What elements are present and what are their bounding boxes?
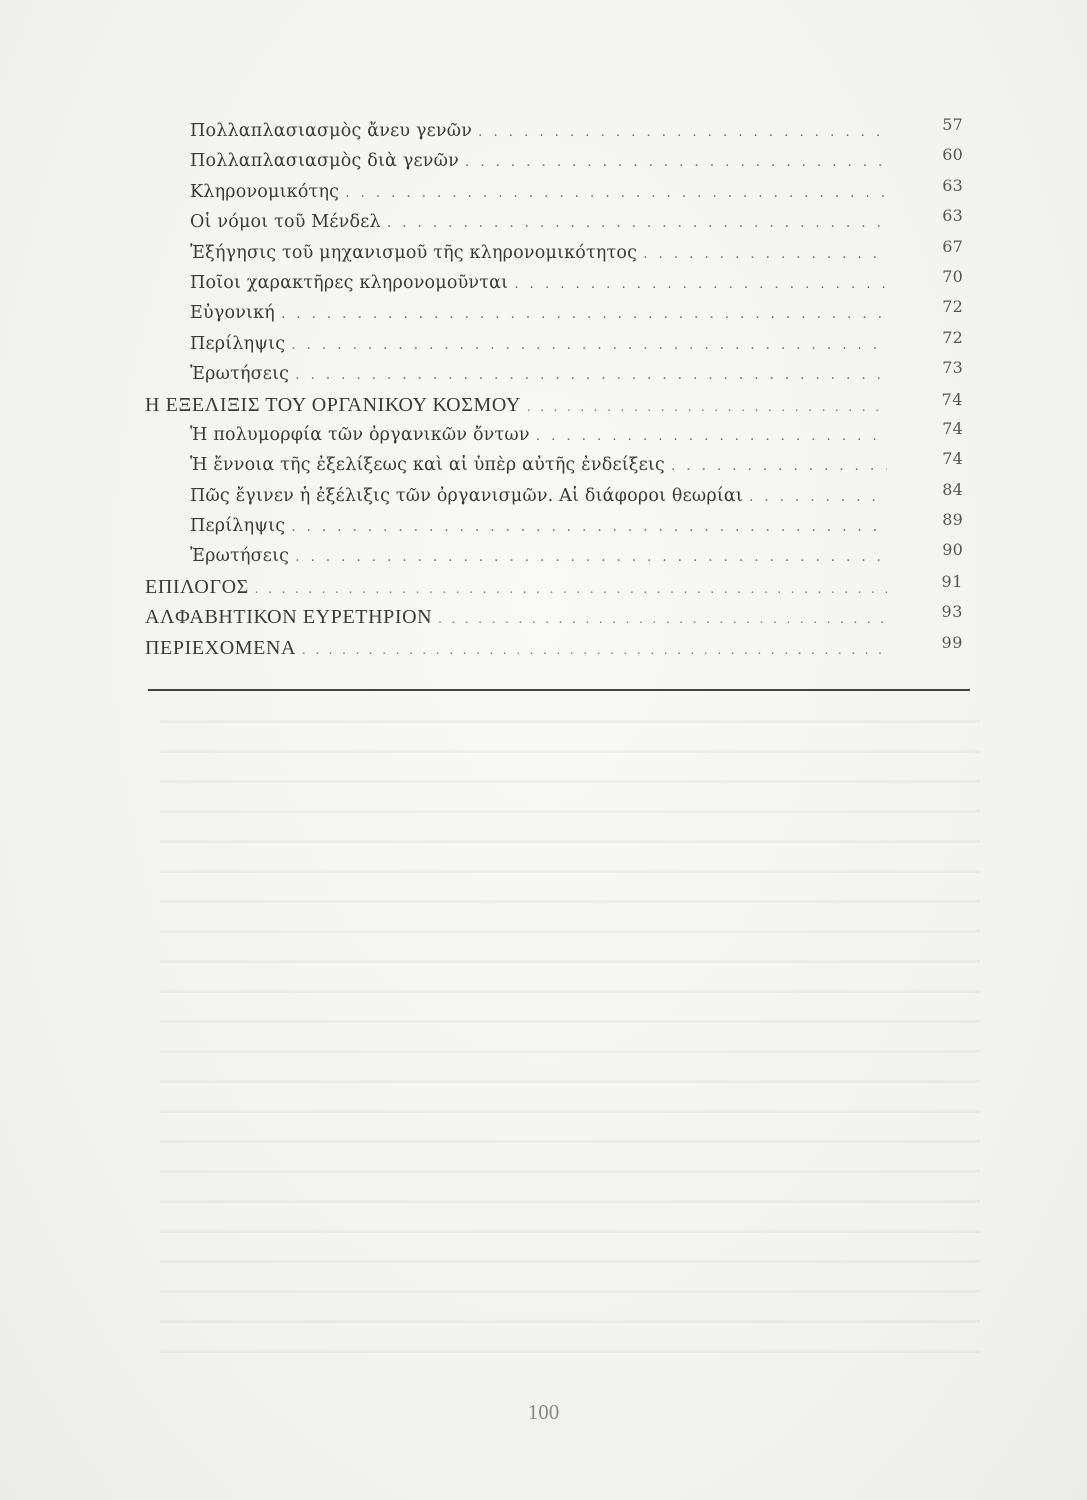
toc-entry-title: Περίληψις — [190, 333, 286, 354]
toc-entry-page: 57 — [942, 115, 963, 134]
dot-leader — [643, 239, 887, 269]
dot-leader — [749, 482, 887, 512]
dot-leader — [345, 178, 887, 208]
toc-entry-page: 72 — [942, 297, 963, 317]
toc-section — [145, 572, 975, 602]
toc-section — [145, 602, 975, 632]
toc-entry-title: Ἡ πολυμορφία τῶν ὀργανικῶν ὄντων — [190, 424, 530, 445]
dot-leader — [281, 299, 887, 329]
toc-entry-page: 60 — [942, 145, 963, 165]
toc-entry-title: Κληρονομικότης — [190, 181, 340, 202]
dot-leader — [295, 360, 887, 390]
toc-entry-title: Ἡ ἔννοια τῆς ἐξελίξεως καὶ αἱ ὑπὲρ αὐτῆς ἐνδείξεις — [190, 455, 665, 476]
toc-entry-page: 99 — [941, 632, 963, 652]
toc-entry-title: Ποῖοι χαρακτῆρες κληρονομοῦνται — [190, 272, 509, 293]
toc-entry — [145, 420, 975, 450]
dot-leader — [255, 575, 887, 605]
toc-entry-page: 63 — [942, 175, 963, 195]
dot-leader — [302, 636, 887, 666]
dot-leader — [478, 117, 887, 147]
toc-entry-page: 90 — [942, 540, 963, 560]
dot-leader — [514, 269, 887, 299]
dot-leader — [295, 542, 887, 572]
dot-leader — [291, 512, 887, 542]
dot-leader — [671, 451, 887, 481]
toc-entry-page: 93 — [941, 602, 963, 622]
toc-entry — [145, 359, 975, 389]
dot-leader — [527, 393, 887, 423]
toc-entry-page: 70 — [942, 266, 963, 286]
toc-entry-page: 63 — [942, 206, 963, 226]
toc-entry-title: Ἐρωτήσεις — [190, 364, 290, 385]
toc-entry — [145, 116, 975, 146]
toc-entry-title: Πολλαπλασιασμὸς διὰ γενῶν — [190, 151, 459, 172]
toc-entry — [145, 268, 975, 298]
toc-entry-title: Οἱ νόμοι τοῦ Μένδελ — [190, 212, 381, 233]
toc-entry — [145, 541, 975, 571]
toc-entry — [145, 177, 975, 207]
toc-entry-page: 74 — [942, 449, 963, 469]
dot-leader — [387, 208, 887, 238]
toc-entry-page: 74 — [941, 389, 963, 409]
toc-entry-title: Εὐγονική — [190, 303, 275, 324]
toc-section-title: ΑΛΦΑΒΗΤΙΚΟΝ ΕΥΡΕΤΗΡΙΟΝ — [145, 606, 433, 629]
horizontal-rule — [148, 689, 970, 691]
toc-entry — [145, 146, 975, 176]
toc-entry-title: Ἐξήγησις τοῦ μηχανισμοῦ τῆς κληρονομικότητος — [190, 242, 638, 263]
toc-entry-page: 73 — [942, 358, 963, 378]
toc-section-title: ΕΠΙΛΟΓΟΣ — [145, 575, 249, 598]
toc-entry — [145, 511, 975, 541]
toc-entry-page: 89 — [942, 510, 963, 530]
toc-entry — [145, 298, 975, 328]
toc-entry — [145, 450, 975, 480]
toc-entry-page: 84 — [942, 479, 963, 499]
toc-entry-page: 74 — [942, 418, 963, 438]
dot-leader — [291, 330, 887, 360]
toc-entry-page: 91 — [941, 571, 963, 591]
dot-leader — [536, 421, 887, 451]
toc-entry — [145, 207, 975, 237]
toc-entry — [145, 238, 975, 268]
dot-leader — [438, 605, 887, 635]
toc-entry-title: Ἐρωτήσεις — [190, 546, 290, 567]
toc-section — [145, 633, 975, 663]
dot-leader — [465, 147, 887, 177]
toc-entry-title: Πῶς ἔγινεν ἡ ἐξέλιξις τῶν ὀργανισμῶν. Αἱ διάφοροι θεωρίαι — [190, 485, 743, 506]
toc-section-title: Η ΕΞΕΛΙΞΙΣ ΤΟΥ ΟΡΓΑΝΙΚΟΥ ΚΟΣΜΟΥ — [145, 393, 521, 416]
toc-entry-page: 67 — [942, 236, 963, 256]
toc-entry-title: Περίληψις — [190, 516, 286, 537]
toc-entry-title: Πολλαπλασιασμὸς ἄνευ γενῶν — [190, 121, 473, 141]
toc-entry — [145, 481, 975, 511]
toc-entry-page: 72 — [942, 327, 963, 347]
toc-entry — [145, 329, 975, 359]
toc-section — [145, 390, 975, 420]
page-number: 100 — [527, 1400, 560, 1424]
show-through-text — [160, 700, 980, 1360]
toc-section-title: ΠΕΡΙΕΧΟΜΕΝΑ — [145, 636, 297, 659]
table-of-contents — [145, 116, 975, 663]
